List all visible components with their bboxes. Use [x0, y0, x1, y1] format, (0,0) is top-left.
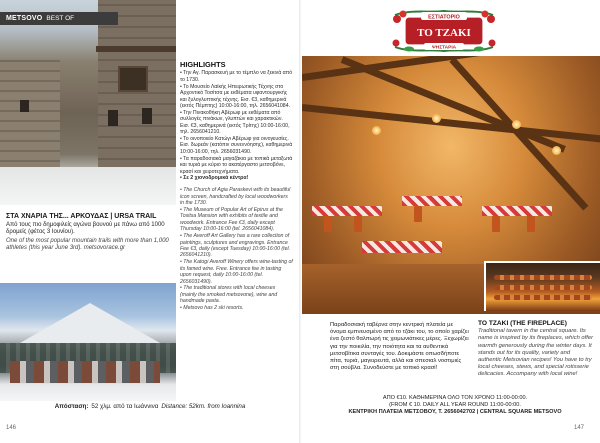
highlight-item: • The Katogi Averoff Winery offers wine-tasting of its famed wine. Free. Entrance fee in tasting upon request, daily 10:00-16:00 (tel. 2656031490).: [180, 259, 293, 285]
highlights-title: HIGHLIGHTS: [180, 60, 226, 69]
distance-label: Απόσταση:: [54, 402, 89, 410]
highlight-item: • Metsovo has 2 ski resorts.: [180, 305, 244, 312]
restaurant-description-greek: Παραδοσιακή ταβέρνα στην κεντρική πλατεία με όνομα εμπνευσμένο από το τζάκι του, το οποίο χαρίζει ένα ζεστό θαλπωρή τις χειμωνιάτικες μέρες. Ξεχωρίζει για την ποικιλία, την ποιότητα και τα αυθεντικά μετσοβίτικα συνταγές του. Δοκιμάστε οπωσδήποτε πίτα, τυριά, μαγειρευτά, αλλά και σπεσιαλ νοστιμιές στη σούβλα. Συνοδεύστε με τοπικό κρασί!: [330, 322, 469, 372]
opening-hours-greek: ΑΠΟ €10. ΚΑΘΗΜΕΡΙΝΑ ΟΛΟ ΤΟΝ ΧΡΟΝΟ 11:00-00:00.: [382, 395, 528, 401]
highlight-item: • Το οινοποιείο Κατώγι Αβέρωφ για οινογευσίες. Εισ. δωρεάν (κατόπιν συνεννόησης), καθημερινά 10:00-16:00, τηλ. 2656031490.: [180, 135, 293, 155]
highlight-item: • The traditional stores with local cheeses (mainly the smoked metsovone), wine and handmade pasta.: [180, 285, 278, 305]
highlight-item: • The Averoff Art Gallery has a rare collection of paintings, sculptures and engravings. Entrance Fee €3, daily (except Tuesday) 10:00-16:00 (tel. 2656041210).: [180, 233, 291, 259]
highlight-item: • Τα παραδοσιακά μαγαζάκια με τοπικά μεταξωτά και τυριά με κύριο το ακατέργαστο μετσοβόνε, κρασί και χειροτεχνήματα.: [180, 155, 293, 175]
restaurant-description-english: [478, 320, 594, 379]
highlight-item: • Την Αγ. Παρασκευή με το τέμπλο να ξεκινά από το 1730.: [180, 70, 293, 83]
ursa-trail-caption: [0, 209, 176, 277]
distance-line: [2, 401, 298, 411]
restaurant-english-body: Traditional tavern in the central square. Its name is inspired by its fireplaces, which offer warmth generously during the winter days. It stands out for its quality, variety and authentic Metsovian recipes! You have to try local cheeses, stews, and special rotisserie delicacies. Accompany with local wine!: [478, 328, 594, 378]
restaurant-contact-info: [330, 395, 580, 416]
page-number-left: 146: [6, 425, 17, 431]
section-header: [0, 12, 118, 25]
highlight-item: • The Museum of Popular Art of Epirus at the Tositsa Mansion with exhibits of textile and woodwork. Entrance Fee €3, daily except Thursday 10:00-16:00 (tel. 2656041084).: [180, 207, 283, 233]
distance-greek: 52 χλμ. από τα Ιωάννινα: [91, 402, 159, 410]
highlights-column: [180, 62, 293, 312]
caption-english: One of the most popular mountain trails with more than 1,000 athletes (this year June 3rd). metsovorace.gr: [6, 237, 169, 252]
highlight-item: • Το Μουσείο Λαϊκής Ηπειρωτικής Τέχνης στο Αρχοντικό Τοσίτσα με εκθέματα υφαντουργικής και ξυλογλυπτικής τέχνης. Εισ. €3, καθημερινά (εκτός Πέμπτης) 10:00-16:00, τηλ. 2656041084.: [180, 83, 291, 109]
highlight-item: • Σε 2 χιονοδρομικά κέντρα!: [180, 175, 249, 182]
page-number-right: 147: [574, 425, 585, 431]
rotisserie-fireplace-photo: [484, 261, 600, 311]
caption-title: ΣΤΑ ΧΝΑΡΙΑ ΤΗΣ... ΑΡΚΟΥΔΑΣ | URSA TRAIL: [6, 213, 157, 220]
highlights-english-list: [180, 187, 293, 311]
logo-top-text: ΕΣΤΙΑΤΟΡΙΟ: [428, 14, 460, 21]
opening-hours-english: (FROM € 10. DAILY ALL YEAR ROUND 11:00-00:00.: [389, 402, 521, 408]
caption-greek: Από τους πιο δημοφιλείς αγώνα βουνού με πάνω από 1000 δρομείς (φέτος 3 Ιουνίου).: [6, 222, 165, 236]
page-gutter: [299, 0, 301, 443]
distance-english: Distance: 52km. from Ioannina: [161, 402, 246, 410]
restaurant-english-title: TO TZAKI (THE FIREPLACE): [478, 320, 567, 327]
address-phone: ΚΕΝΤΡΙΚΗ ΠΛΑΤΕΙΑ ΜΕΤΣΟΒΟΥ, Τ. 2656042702 | CENTRAL SQUARE METSOVO: [348, 409, 562, 415]
section-subtitle: BEST OF: [46, 15, 75, 22]
highlight-item: • Την Πινακοθήκη Αβέρωφ με εκθέματα από συλλογές πινάκων, γλυπτών και χαρακτικών. Εισ. €3, καθημερινά (εκτός Τρίτης) 10:00-16:00, τηλ. 2656041210.: [180, 109, 290, 136]
village-street-photo: [0, 0, 176, 205]
section-name: METSOVO: [6, 15, 43, 22]
highlights-greek-list: [180, 70, 293, 181]
highlight-item: • The Church of Agia Paraskevi with its beautiful icon screen, handcrafted by local woodworkers in the 1730.: [180, 187, 291, 207]
logo-bottom-text: ΨΗΣΤΑΡΙΑ: [431, 45, 457, 51]
mountain-village-photo: [0, 283, 176, 401]
restaurant-logo: [391, 9, 497, 53]
logo-name-text: ΤΟ ΤΖΑΚΙ: [417, 27, 471, 39]
